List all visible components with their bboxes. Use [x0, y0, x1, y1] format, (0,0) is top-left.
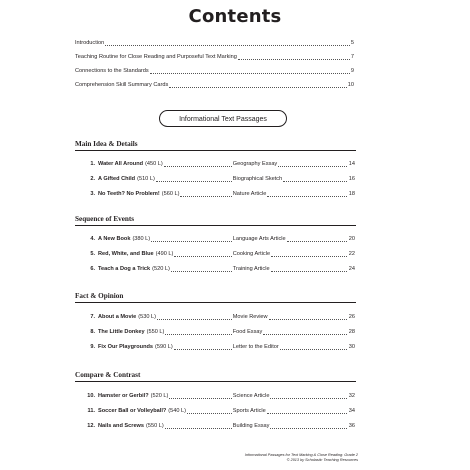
leader-dots	[171, 271, 232, 272]
entry-title: Teach a Dog a Trick	[98, 266, 151, 272]
entry-page: 20	[348, 236, 355, 242]
leader-dots	[169, 87, 347, 88]
entry-lexile: (520 L)	[150, 393, 169, 399]
leader-dots	[174, 256, 231, 257]
entry-genre: Movie Review	[232, 314, 268, 320]
toc-entry[interactable]	[79, 236, 355, 243]
entry-lexile: (530 L)	[138, 314, 156, 320]
toc-label: Comprehension Skill Summary Cards	[75, 82, 169, 88]
leader-dots	[151, 241, 232, 242]
entry-title: Red, White, and Blue	[98, 251, 154, 257]
toc-entry[interactable]	[79, 344, 355, 351]
entry-genre: Language Arts Article	[232, 236, 286, 242]
entry-number: 9.	[90, 344, 95, 350]
entry-title: The Little Donkey	[98, 329, 145, 335]
toc-entry[interactable]	[79, 191, 355, 198]
toc-page: 7	[350, 54, 354, 60]
leader-dots	[270, 398, 346, 399]
entry-number: 12.	[87, 423, 95, 429]
entry-title: No Teeth? No Problem!	[98, 191, 160, 197]
leader-dots	[105, 45, 350, 46]
section-rule	[75, 302, 356, 303]
leader-dots	[278, 166, 347, 167]
toc-entry[interactable]	[79, 266, 355, 273]
entry-genre: Science Article	[232, 393, 270, 399]
toc-entry[interactable]	[79, 161, 355, 168]
entry-title: Fix Our Playgrounds	[98, 344, 154, 350]
page-title: Contents	[188, 6, 282, 27]
entry-title: Water All Around	[98, 161, 144, 167]
entry-number: 1.	[90, 161, 95, 167]
entry-page: 14	[348, 161, 355, 167]
section-heading: Main Idea & Details	[75, 140, 138, 148]
toc-entry[interactable]	[79, 423, 355, 430]
section-heading: Sequence of Events	[75, 215, 135, 223]
entry-page: 24	[348, 266, 355, 272]
toc-page: 5	[350, 40, 354, 46]
toc-label: Connections to the Standards	[75, 68, 149, 74]
toc-page: 9	[350, 68, 354, 74]
leader-dots	[269, 319, 347, 320]
entry-lexile: (450 L)	[145, 161, 163, 167]
toc-entry[interactable]	[79, 408, 355, 415]
toc-intro-item[interactable]	[75, 40, 354, 47]
entry-page: 36	[348, 423, 355, 429]
entry-genre: Sports Article	[232, 408, 266, 414]
entry-genre: Letter to the Editor	[232, 344, 279, 350]
footer-line: Informational Passages for Text Marking & Close Reading: Grade 2	[244, 453, 358, 457]
leader-dots	[280, 349, 347, 350]
entry-genre: Training Article	[232, 266, 270, 272]
section-rule	[75, 225, 356, 226]
entry-number: 7.	[90, 314, 95, 320]
leader-dots	[150, 73, 350, 74]
toc-entry[interactable]	[79, 314, 355, 321]
leader-dots	[287, 241, 347, 242]
entry-lexile: (540 L)	[168, 408, 187, 414]
entry-lexile: (590 L)	[155, 344, 173, 350]
entry-page: 30	[348, 344, 355, 350]
leader-dots	[271, 256, 347, 257]
leader-dots	[271, 271, 347, 272]
entry-page: 16	[348, 176, 355, 182]
entry-page: 18	[348, 191, 355, 197]
leader-dots	[157, 319, 232, 320]
entry-number: 6.	[90, 266, 95, 272]
entry-number: 11.	[87, 408, 95, 414]
entry-genre: Food Essay	[232, 329, 263, 335]
leader-dots	[164, 166, 232, 167]
entry-lexile: (550 L)	[146, 329, 165, 335]
toc-entry[interactable]	[79, 176, 355, 183]
entry-title: About a Movie	[98, 314, 137, 320]
entry-genre: Geography Essay	[232, 161, 278, 167]
entry-number: 2.	[90, 176, 95, 182]
entry-title: Soccer Ball or Volleyball?	[98, 408, 167, 414]
leader-dots	[187, 413, 232, 414]
entry-number: 8.	[90, 329, 95, 335]
entry-genre: Building Essay	[232, 423, 270, 429]
entry-page: 32	[348, 393, 355, 399]
leader-dots	[169, 398, 231, 399]
entry-title: Nails and Screws	[98, 423, 145, 429]
entry-lexile: (490 L)	[155, 251, 174, 257]
entry-page: 28	[348, 329, 355, 335]
section-heading: Compare & Contrast	[75, 371, 141, 379]
footer-credit	[245, 453, 358, 463]
section-rule	[75, 381, 356, 382]
leader-dots	[180, 196, 231, 197]
toc-entry[interactable]	[79, 393, 355, 400]
entry-page: 26	[348, 314, 355, 320]
toc-label: Teaching Routine for Close Reading and Purposeful Text Marking	[75, 54, 237, 60]
leader-dots	[165, 428, 232, 429]
entry-page: 22	[348, 251, 355, 257]
entry-title: A New Book	[98, 236, 131, 242]
entry-genre: Cooking Article	[232, 251, 271, 257]
entry-number: 3.	[90, 191, 95, 197]
entry-number: 10.	[87, 393, 95, 399]
leader-dots	[267, 413, 347, 414]
entry-title: Hamster or Gerbil?	[98, 393, 149, 399]
toc-intro-item[interactable]	[75, 54, 354, 61]
footer-line: © 2013 by Scholastic Teaching Resources	[286, 458, 358, 462]
entry-genre: Nature Article	[232, 191, 267, 197]
toc-entry[interactable]	[79, 251, 355, 258]
entry-lexile: (520 L)	[152, 266, 170, 272]
entry-number: 4.	[90, 236, 95, 242]
leader-dots	[267, 196, 346, 197]
leader-dots	[174, 349, 232, 350]
leader-dots	[263, 334, 346, 335]
entry-lexile: (380 L)	[132, 236, 151, 242]
leader-dots	[165, 334, 231, 335]
toc-label: Introduction	[75, 40, 105, 46]
toc-intro-item[interactable]	[75, 68, 354, 75]
leader-dots	[270, 428, 346, 429]
entry-number: 5.	[90, 251, 95, 257]
toc-entry[interactable]	[79, 329, 355, 336]
entry-page: 34	[348, 408, 355, 414]
section-box-label: Informational Text Passages	[159, 110, 287, 127]
entry-title: A Gifted Child	[98, 176, 136, 182]
toc-page: 10	[347, 82, 354, 88]
entry-lexile: (550 L)	[146, 423, 164, 429]
section-heading: Fact & Opinion	[75, 292, 124, 300]
entry-lexile: (560 L)	[161, 191, 180, 197]
entry-genre: Biographical Sketch	[232, 176, 283, 182]
leader-dots	[283, 181, 347, 182]
section-rule	[75, 150, 356, 151]
leader-dots	[238, 59, 350, 60]
leader-dots	[156, 181, 232, 182]
entry-lexile: (510 L)	[137, 176, 155, 182]
toc-intro-item[interactable]	[75, 82, 354, 89]
